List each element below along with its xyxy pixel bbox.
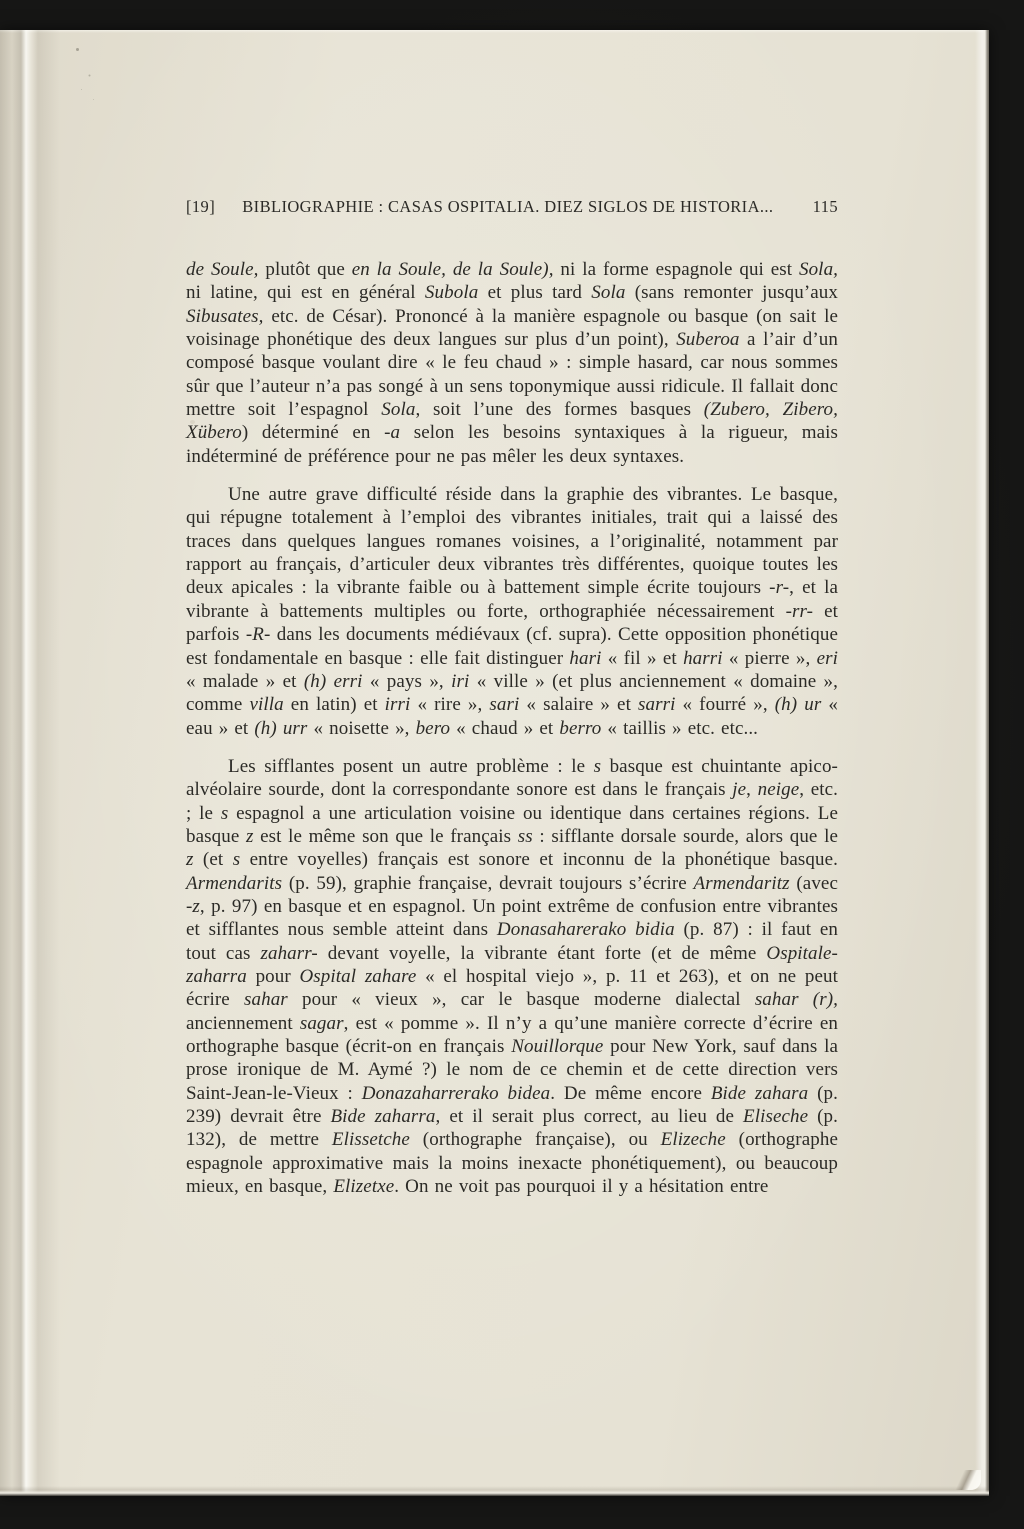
text-run: et plus tard: [478, 282, 592, 304]
text-run: ni la forme espagnole qui est: [553, 259, 799, 280]
corner-fold: [947, 1470, 981, 1490]
text-run: pour: [246, 965, 300, 987]
italic-text-run: Armendarits: [186, 872, 283, 894]
text-run: ) déterminé en: [241, 422, 385, 444]
text-run: Les sifflantes posent un autre problème : le: [228, 755, 594, 777]
italic-text-run: de Soule,: [186, 259, 259, 280]
italic-text-run: neige: [757, 779, 800, 801]
text-run: « malade » et: [186, 670, 304, 692]
italic-text-run: Bide zahara: [710, 1082, 809, 1104]
paper-stain: [76, 48, 79, 51]
italic-text-run: Sibusates,: [186, 305, 264, 327]
italic-text-run: villa: [249, 694, 284, 716]
italic-text-run: sagar: [299, 1012, 344, 1034]
italic-text-run: -z: [186, 895, 200, 917]
text-run: est le même son que le français: [253, 825, 518, 847]
text-run: « pierre »,: [722, 647, 817, 669]
text-run: etc. de César). Prononcé à la manière espagnole ou basque (on sait le voisinage phonétique des deux langues sur plus d’un point),: [186, 305, 838, 351]
text-run: (p. 132), de mettre: [186, 1106, 838, 1151]
italic-text-run: Bide zaharra: [330, 1106, 436, 1128]
text-run: « fourré »,: [675, 694, 775, 716]
text-run: , est « pomme ». Il n’y a qu’une manière correcte d’écrire en orthographe basque (écrit-on en français: [186, 1012, 838, 1057]
paragraph: [186, 483, 838, 740]
text-run: « taillis » etc. etc...: [601, 717, 759, 739]
italic-text-run: Armendaritz: [693, 872, 790, 894]
italic-text-run: s: [593, 755, 602, 777]
text-run: entre voyelles) français est sonore et inconnu de la phonétique basque.: [240, 849, 838, 871]
italic-text-run: hari: [569, 647, 602, 669]
header-page-number: 115: [812, 197, 838, 216]
page-top-edge: [0, 30, 989, 33]
page-body: [186, 258, 838, 1198]
text-run: , p. 97) en basque et en espagnol. Un point extrême de confusion entre vibrantes et sifflantes nous semble atteint dans: [186, 895, 838, 941]
italic-text-run: Ospitale-zaharra: [186, 942, 838, 987]
text-run: pour « vieux », car le basque moderne dialectal: [287, 989, 755, 1011]
italic-text-run: ss: [517, 825, 533, 847]
text-run: « pays »,: [362, 670, 452, 692]
book-page: [0, 30, 989, 1496]
italic-text-run: sahar: [244, 989, 288, 1011]
text-run: plutôt que: [258, 259, 352, 280]
italic-text-run: berro: [559, 717, 602, 739]
italic-text-run: -rr-: [785, 600, 814, 622]
header-entry-number: [19]: [186, 197, 216, 216]
text-run: . On ne voit pas pourquoi il y a hésitation entre: [394, 1176, 769, 1198]
italic-text-run: z: [186, 849, 194, 871]
text-run: Une autre grave difficulté réside dans la graphie des vibrantes. Le basque, qui répugne totalement à l’emploi des vibrantes initiales, trait qui a laissé des traces dans quelques langues romanes voisines, a l’originalité, notamment par rapport au français, d’articuler deux vibrantes très différentes, quoique toutes les deux apicales : la vibrante faible ou à battement simple écrite toujours: [186, 484, 838, 599]
text-run: , etc. ; le: [186, 779, 838, 824]
text-run: devant voyelle, la vibrante étant forte (et de même: [317, 942, 767, 964]
text-run: en latin) et: [283, 694, 385, 716]
text-run: , et la vibrante à battements multiples ou forte, orthographiée nécessairement: [186, 577, 838, 622]
italic-text-run: (h) erri: [303, 670, 363, 692]
text-run: (p. 87) : il faut en tout cas: [186, 919, 839, 964]
text-run: anciennement: [186, 1012, 300, 1034]
text-run: (p. 59), graphie française, devrait toujours s’écrire: [282, 872, 694, 894]
text-run: (avec: [789, 872, 838, 894]
italic-text-run: Elizetxe: [333, 1176, 395, 1198]
text-run: (orthographe espagnole approximative mais la moins inexacte phonétiquement), ou beaucoup mieux, en basque,: [186, 1129, 838, 1198]
italic-text-run: Sola: [591, 282, 626, 304]
text-run: « rire »,: [410, 694, 490, 716]
italic-text-run: zaharr-: [260, 942, 318, 964]
italic-text-run: iri: [451, 670, 470, 692]
page-bottom-edge: [0, 1486, 989, 1496]
text-run: dans les documents médiévaux (cf. supra). Cette opposition phonétique est fondamentale en basque : elle fait distinguer: [186, 624, 838, 669]
text-run: selon les besoins syntaxiques à la rigueur, mais indéterminé de préférence pour ne pas mêler les deux syntaxes.: [186, 422, 838, 467]
italic-text-run: Elissetche: [331, 1129, 410, 1151]
binding-crease: [0, 30, 60, 1496]
italic-text-run: s: [232, 849, 241, 871]
text-run: (sans remonter jusqu’aux: [625, 282, 839, 304]
italic-text-run: sari: [489, 694, 520, 716]
text-run: pour New York, sauf dans la prose ironique de M. Aymé ?) le nom de ce chemin et de cette direction vers Saint-Jean-le-Vieux :: [186, 1036, 839, 1104]
italic-text-run: Elizeche: [660, 1129, 726, 1151]
italic-text-run: -a: [384, 422, 401, 444]
italic-text-run: Eliseche: [742, 1106, 809, 1128]
text-run: « el hospital viejo », p. 11 et 263), et on ne peut écrire: [186, 965, 838, 1011]
text-run: (orthographe française), ou: [409, 1129, 661, 1151]
page-content: [186, 197, 838, 1198]
text-run: « eau » et: [186, 694, 838, 739]
text-run: . De même encore: [550, 1082, 711, 1104]
paragraph: [186, 755, 838, 1199]
italic-text-run: Donazaharrerako bidea: [361, 1082, 551, 1104]
italic-text-run: en la Soule, de la Soule),: [351, 259, 554, 280]
text-run: « ville » (et plus anciennement « domaine », comme: [186, 670, 839, 716]
text-run: (p. 239) devrait être: [186, 1082, 838, 1128]
italic-text-run: Subola: [424, 282, 479, 304]
italic-text-run: (h) urr: [254, 717, 308, 739]
italic-text-run: Sola: [381, 399, 416, 421]
italic-text-run: Suberoa: [676, 329, 740, 351]
text-run: « salaire » et: [519, 694, 639, 716]
italic-text-run: -r-: [769, 577, 790, 599]
text-run: et parfois: [186, 600, 839, 646]
italic-text-run: bero: [415, 717, 451, 739]
text-run: espagnol a une articulation voisine ou identique dans certaines régions. Le basque: [186, 802, 838, 847]
text-run: « chaud » et: [450, 717, 560, 739]
text-run: ,: [746, 779, 758, 801]
italic-text-run: Sola,: [798, 259, 839, 280]
text-run: , soit l’une des formes basques: [415, 399, 704, 421]
text-run: (et: [193, 849, 233, 871]
italic-text-run: Nouillorque: [511, 1036, 604, 1057]
text-run: a l’air d’un composé basque voulant dire « le feu chaud » : simple hasard, car nous sommes sûr que l’auteur n’a pas songé à un sens toponymique aussi ridicule. Il fallait donc mettre soit l’espagnol: [186, 329, 839, 421]
italic-text-run: harri: [683, 647, 723, 669]
italic-text-run: (h) ur: [774, 694, 822, 716]
italic-text-run: je: [732, 779, 747, 801]
italic-text-run: sahar (r),: [754, 989, 838, 1011]
italic-text-run: s: [220, 802, 229, 824]
italic-text-run: irri: [384, 694, 411, 716]
italic-text-run: (Zubero, Zibero, Xübero: [186, 399, 838, 444]
italic-text-run: Donasaharerako bidia: [496, 919, 675, 941]
text-run: , et il serait plus correct, au lieu de: [435, 1106, 743, 1128]
text-run: basque est chuintante apico-alvéolaire sourde, dont la correspondante sonore est dans le français: [186, 755, 838, 801]
running-header: [186, 197, 838, 217]
text-run: « noisette »,: [307, 717, 416, 739]
text-run: ni latine, qui est en général: [186, 282, 425, 304]
page-right-edge: [975, 30, 989, 1496]
italic-text-run: z: [245, 825, 254, 847]
italic-text-run: sarri: [638, 694, 676, 716]
text-run: : sifflante dorsale sourde, alors que le: [532, 825, 838, 847]
italic-text-run: -R-: [245, 624, 271, 646]
italic-text-run: eri: [816, 647, 839, 669]
text-run: « fil » et: [601, 647, 684, 669]
header-title: BIBLIOGRAPHIE : CASAS OSPITALIA. DIEZ SIGLOS DE HISTORIA...: [242, 197, 774, 216]
paragraph: [186, 258, 838, 468]
italic-text-run: Ospital zahare: [299, 965, 417, 987]
